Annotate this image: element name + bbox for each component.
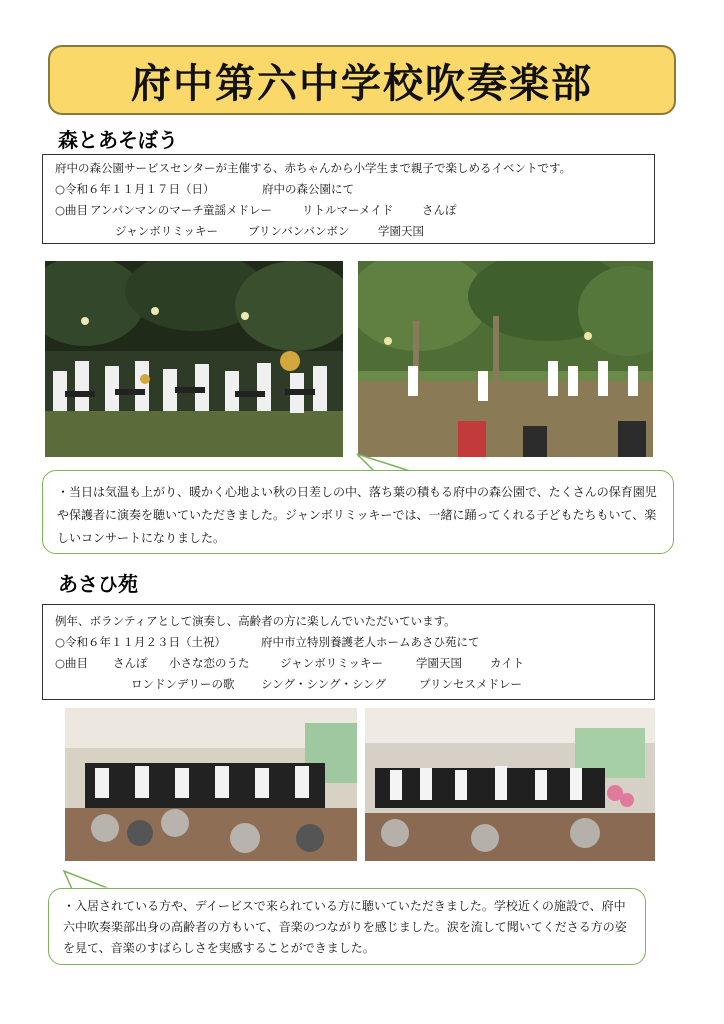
section1-song: アンパンマンのマーチ bbox=[90, 203, 204, 217]
nursing-home-photo-2 bbox=[365, 708, 655, 861]
section1-song: ブリンバンバンボン bbox=[248, 224, 350, 238]
section2-comment-bubble bbox=[48, 888, 646, 965]
nursing-home-photo-1 bbox=[65, 708, 357, 861]
section2-place: 府中市立特別養護老人ホームあさひ苑にて bbox=[261, 635, 480, 649]
band-park-photo bbox=[45, 261, 343, 457]
section1-songs-label: ○曲目 bbox=[55, 203, 89, 217]
speech-bubble-tail bbox=[62, 870, 112, 890]
page-title: 府中第六中学校吹奏楽部 bbox=[131, 60, 593, 107]
section2-info-box bbox=[42, 604, 655, 700]
section1-song: リトルマーメイド bbox=[302, 203, 394, 217]
section2-title: あさひ苑 bbox=[58, 572, 138, 596]
section2-song: ロンドンデリーの歌 bbox=[131, 677, 235, 691]
section1-comment-bubble bbox=[42, 470, 674, 554]
park-dance-photo bbox=[358, 261, 653, 457]
section2-song: カイト bbox=[490, 656, 525, 670]
section1-song: さんぽ bbox=[422, 203, 457, 217]
title-banner bbox=[48, 45, 676, 115]
section1-comment: ・当日は気温も上がり、暖かく心地よい秋の日差しの中、落ち葉の積もる府中の森公園で、たくさんの保育園児や保護者に演奏を聴いていただきました。ジャンボリミッキーでは、一緒に踊ってくれる子どもたちもいて、楽しいコンサートになりました。 bbox=[57, 485, 657, 545]
section2-song: 学園天国 bbox=[416, 656, 462, 670]
section2-song: さんぽ bbox=[113, 656, 148, 670]
section1-info-box bbox=[42, 154, 655, 244]
section2-comment: ・入居されている方や、デイービスで来られている方に聴いていただきました。学校近くの施設で、府中六中吹奏楽部出身の高齢者の方もいて、音楽のつながりを感じました。涙を流して聞いてくださる方の姿を見て、音楽のすばらしさを実感することができました。 bbox=[63, 899, 627, 955]
section2-song: シング・シング・シング bbox=[261, 677, 386, 691]
section1-place: 府中の森公園にて bbox=[262, 182, 354, 196]
section2-date: ○令和６年１１月２３日（土祝） bbox=[55, 635, 227, 649]
section2-songs-label: ○曲目 bbox=[55, 656, 89, 670]
section1-title: 森とあそぼう bbox=[58, 128, 178, 152]
section2-song: 小さな恋のうた bbox=[169, 656, 250, 670]
section1-song: ジャンボリミッキー bbox=[115, 224, 219, 238]
section1-song: 童謡メドレー bbox=[203, 203, 272, 217]
section1-date: ○令和６年１１月１７日（日） bbox=[55, 182, 215, 196]
section1-song: 学園天国 bbox=[378, 224, 424, 238]
section2-song: プリンセスメドレー bbox=[419, 677, 523, 691]
section2-song: ジャンボリミッキー bbox=[280, 656, 384, 670]
section2-intro: 例年、ボランティアとして演奏し、高齢者の方に楽しんでいただいています。 bbox=[55, 614, 456, 628]
section1-intro: 府中の森公園サービスセンターが主催する、赤ちゃんから小学生まで親子で楽しめるイベントです。 bbox=[55, 161, 572, 175]
